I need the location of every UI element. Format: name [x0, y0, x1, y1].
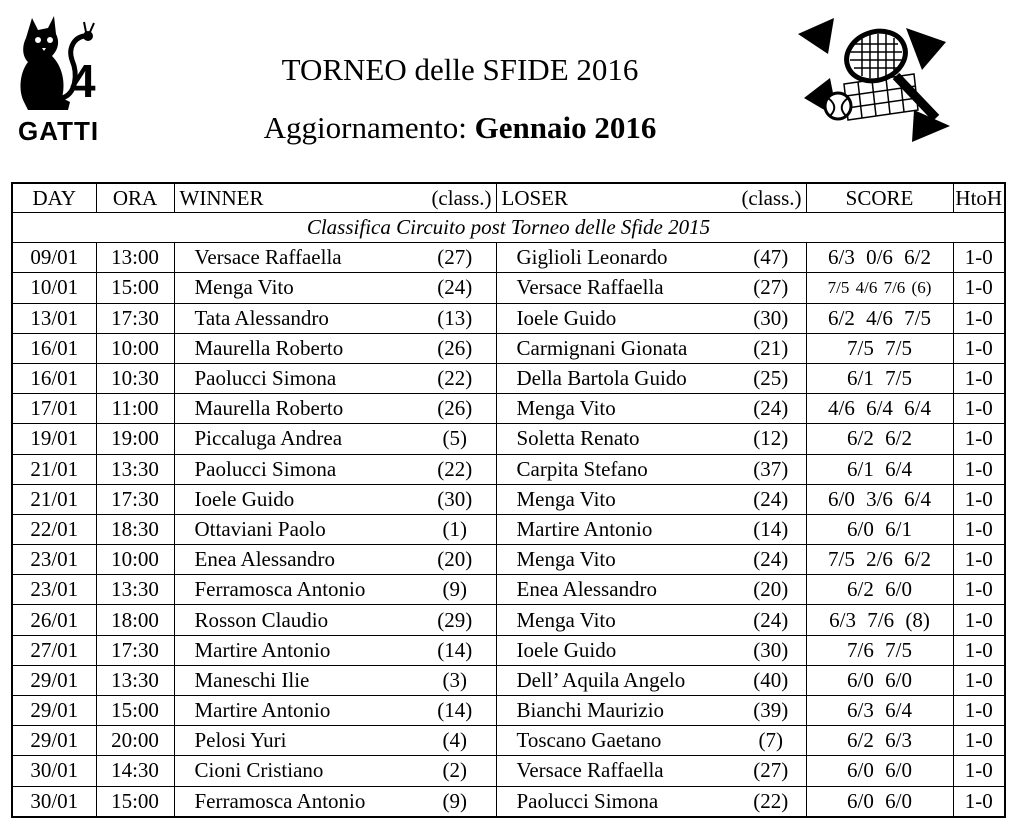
cell-winner-class: (5)	[414, 424, 496, 454]
header-loser: LOSER	[496, 183, 736, 213]
cell-day: 21/01	[12, 484, 96, 514]
cell-day: 16/01	[12, 333, 96, 363]
cell-score: 6/0 6/0	[806, 665, 953, 695]
cell-winner-class: (27)	[414, 243, 496, 273]
cell-winner: Tata Alessandro	[174, 303, 414, 333]
cell-winner: Ottaviani Paolo	[174, 514, 414, 544]
table-row	[12, 756, 1005, 786]
cell-htoh: 1-0	[953, 756, 1005, 786]
cell-loser-class: (24)	[736, 605, 806, 635]
cell-score: 7/6 7/5	[806, 635, 953, 665]
cell-winner: Martire Antonio	[174, 635, 414, 665]
cell-htoh: 1-0	[953, 786, 1005, 817]
table-row	[12, 575, 1005, 605]
cell-score: 6/2 4/6 7/5	[806, 303, 953, 333]
cell-day: 29/01	[12, 696, 96, 726]
page-header	[0, 0, 1011, 182]
cell-loser-class: (14)	[736, 514, 806, 544]
cell-htoh: 1-0	[953, 696, 1005, 726]
cell-score: 4/6 6/4 6/4	[806, 394, 953, 424]
table-row	[12, 514, 1005, 544]
cell-score: 6/2 6/0	[806, 575, 953, 605]
cell-htoh: 1-0	[953, 484, 1005, 514]
header-score: SCORE	[806, 183, 953, 213]
cell-loser: Giglioli Leonardo	[496, 243, 736, 273]
table-row	[12, 303, 1005, 333]
cell-winner-class: (24)	[414, 273, 496, 303]
cell-htoh: 1-0	[953, 454, 1005, 484]
cell-day: 21/01	[12, 454, 96, 484]
cell-score: 6/0 6/1	[806, 514, 953, 544]
cell-htoh: 1-0	[953, 394, 1005, 424]
table-row	[12, 635, 1005, 665]
table-row	[12, 424, 1005, 454]
cell-day: 23/01	[12, 545, 96, 575]
cell-htoh: 1-0	[953, 726, 1005, 756]
cell-ora: 20:00	[96, 726, 174, 756]
cell-loser: Menga Vito	[496, 605, 736, 635]
cell-ora: 13:30	[96, 575, 174, 605]
header-htoh: HtoH	[953, 183, 1005, 213]
cell-winner-class: (22)	[414, 363, 496, 393]
note-row	[12, 213, 1005, 243]
cell-loser-class: (25)	[736, 363, 806, 393]
cell-winner-class: (9)	[414, 786, 496, 817]
cell-ora: 14:30	[96, 756, 174, 786]
cell-loser: Versace Raffaella	[496, 273, 736, 303]
cell-ora: 17:30	[96, 635, 174, 665]
cell-ora: 10:30	[96, 363, 174, 393]
update-label: Aggiornamento:	[263, 110, 467, 145]
header-ora: ORA	[96, 183, 174, 213]
cell-day: 09/01	[12, 243, 96, 273]
cell-day: 22/01	[12, 514, 96, 544]
update-line	[0, 108, 920, 148]
cell-winner: Ferramosca Antonio	[174, 575, 414, 605]
cell-score: 6/1 6/4	[806, 454, 953, 484]
cell-score: 6/2 6/3	[806, 726, 953, 756]
cell-winner: Maneschi Ilie	[174, 665, 414, 695]
cell-winner: Martire Antonio	[174, 696, 414, 726]
cell-loser: Bianchi Maurizio	[496, 696, 736, 726]
cell-loser-class: (12)	[736, 424, 806, 454]
cell-winner: Versace Raffaella	[174, 243, 414, 273]
cell-htoh: 1-0	[953, 303, 1005, 333]
cell-day: 10/01	[12, 273, 96, 303]
cell-loser-class: (27)	[736, 273, 806, 303]
cell-winner-class: (14)	[414, 635, 496, 665]
cell-ora: 17:30	[96, 484, 174, 514]
tennis-racket-icon	[794, 14, 954, 146]
cell-score: 7/5 7/5	[806, 333, 953, 363]
cell-winner-class: (29)	[414, 605, 496, 635]
cell-loser: Ioele Guido	[496, 303, 736, 333]
cell-winner: Enea Alessandro	[174, 545, 414, 575]
cell-winner-class: (9)	[414, 575, 496, 605]
table-row	[12, 454, 1005, 484]
cell-winner: Piccaluga Andrea	[174, 424, 414, 454]
cell-ora: 15:00	[96, 786, 174, 817]
header-loser-class: (class.)	[736, 183, 806, 213]
cell-ora: 10:00	[96, 333, 174, 363]
cell-loser: Martire Antonio	[496, 514, 736, 544]
cell-htoh: 1-0	[953, 665, 1005, 695]
logo-number: 4	[70, 55, 96, 107]
logo-text: GATTI	[18, 116, 100, 146]
cell-ora: 13:00	[96, 243, 174, 273]
cell-loser-class: (37)	[736, 454, 806, 484]
cell-day: 29/01	[12, 665, 96, 695]
cell-loser-class: (40)	[736, 665, 806, 695]
table-row	[12, 786, 1005, 817]
cell-score: 6/0 6/0	[806, 786, 953, 817]
cell-winner-class: (4)	[414, 726, 496, 756]
cell-loser: Dell’ Aquila Angelo	[496, 665, 736, 695]
cell-htoh: 1-0	[953, 273, 1005, 303]
cell-ora: 19:00	[96, 424, 174, 454]
cell-loser-class: (30)	[736, 635, 806, 665]
cell-day: 17/01	[12, 394, 96, 424]
cell-day: 19/01	[12, 424, 96, 454]
cell-loser: Menga Vito	[496, 545, 736, 575]
table-row	[12, 605, 1005, 635]
cell-winner: Pelosi Yuri	[174, 726, 414, 756]
table-row	[12, 484, 1005, 514]
table-row	[12, 363, 1005, 393]
cell-loser: Della Bartola Guido	[496, 363, 736, 393]
cell-loser: Menga Vito	[496, 484, 736, 514]
cell-winner: Rosson Claudio	[174, 605, 414, 635]
cell-ora: 15:00	[96, 696, 174, 726]
cell-day: 30/01	[12, 786, 96, 817]
table-row	[12, 243, 1005, 273]
cell-score: 6/3 7/6 (8)	[806, 605, 953, 635]
cell-winner-class: (26)	[414, 333, 496, 363]
cell-loser: Ioele Guido	[496, 635, 736, 665]
cell-day: 27/01	[12, 635, 96, 665]
cell-winner: Ioele Guido	[174, 484, 414, 514]
cell-winner: Paolucci Simona	[174, 363, 414, 393]
cell-loser-class: (21)	[736, 333, 806, 363]
table-row	[12, 545, 1005, 575]
cell-winner: Cioni Cristiano	[174, 756, 414, 786]
cell-htoh: 1-0	[953, 605, 1005, 635]
cell-winner: Maurella Roberto	[174, 394, 414, 424]
cell-day: 16/01	[12, 363, 96, 393]
cell-ora: 10:00	[96, 545, 174, 575]
cell-winner: Maurella Roberto	[174, 333, 414, 363]
cell-winner: Paolucci Simona	[174, 454, 414, 484]
cell-score: 6/1 7/5	[806, 363, 953, 393]
cell-winner-class: (14)	[414, 696, 496, 726]
cell-loser-class: (20)	[736, 575, 806, 605]
cell-score: 6/3 0/6 6/2	[806, 243, 953, 273]
table-row	[12, 726, 1005, 756]
page-title: TORNEO delle SFIDE 2016	[281, 52, 639, 87]
cell-loser-class: (47)	[736, 243, 806, 273]
cell-loser-class: (7)	[736, 726, 806, 756]
cell-winner: Ferramosca Antonio	[174, 786, 414, 817]
cell-ora: 18:00	[96, 605, 174, 635]
cell-loser: Soletta Renato	[496, 424, 736, 454]
cell-winner-class: (2)	[414, 756, 496, 786]
cell-day: 13/01	[12, 303, 96, 333]
cell-loser: Carmignani Gionata	[496, 333, 736, 363]
cell-loser-class: (22)	[736, 786, 806, 817]
cell-loser-class: (30)	[736, 303, 806, 333]
cell-loser-class: (27)	[736, 756, 806, 786]
cell-winner-class: (26)	[414, 394, 496, 424]
cell-htoh: 1-0	[953, 243, 1005, 273]
cell-htoh: 1-0	[953, 363, 1005, 393]
cell-score: 7/5 4/6 7/6 (6)	[806, 273, 953, 303]
cell-loser-class: (24)	[736, 394, 806, 424]
cell-ora: 13:30	[96, 665, 174, 695]
table-row	[12, 394, 1005, 424]
cell-winner-class: (20)	[414, 545, 496, 575]
cell-loser-class: (24)	[736, 484, 806, 514]
header-winner-class: (class.)	[414, 183, 496, 213]
cell-score: 6/3 6/4	[806, 696, 953, 726]
cell-winner-class: (30)	[414, 484, 496, 514]
cell-htoh: 1-0	[953, 635, 1005, 665]
cell-winner-class: (3)	[414, 665, 496, 695]
cell-winner-class: (22)	[414, 454, 496, 484]
cell-day: 29/01	[12, 726, 96, 756]
cell-day: 30/01	[12, 756, 96, 786]
cell-htoh: 1-0	[953, 333, 1005, 363]
cell-score: 6/0 3/6 6/4	[806, 484, 953, 514]
update-month: Gennaio 2016	[474, 110, 657, 145]
cell-htoh: 1-0	[953, 424, 1005, 454]
cell-score: 6/0 6/0	[806, 756, 953, 786]
cell-loser: Versace Raffaella	[496, 756, 736, 786]
cell-score: 7/5 2/6 6/2	[806, 545, 953, 575]
cell-ora: 18:30	[96, 514, 174, 544]
cell-winner-class: (1)	[414, 514, 496, 544]
tennis-logo	[794, 14, 954, 146]
cell-loser: Menga Vito	[496, 394, 736, 424]
cell-ora: 13:30	[96, 454, 174, 484]
cell-loser-class: (39)	[736, 696, 806, 726]
cell-htoh: 1-0	[953, 545, 1005, 575]
cell-day: 26/01	[12, 605, 96, 635]
cell-ora: 17:30	[96, 303, 174, 333]
table-header-row	[12, 183, 1005, 213]
table-row	[12, 333, 1005, 363]
cell-loser: Paolucci Simona	[496, 786, 736, 817]
table-row	[12, 696, 1005, 726]
cell-loser: Toscano Gaetano	[496, 726, 736, 756]
results-table	[11, 182, 1006, 818]
table-row	[12, 665, 1005, 695]
cell-htoh: 1-0	[953, 514, 1005, 544]
cell-loser: Enea Alessandro	[496, 575, 736, 605]
cell-score: 6/2 6/2	[806, 424, 953, 454]
table-row	[12, 273, 1005, 303]
cell-winner-class: (13)	[414, 303, 496, 333]
cell-ora: 15:00	[96, 273, 174, 303]
cell-htoh: 1-0	[953, 575, 1005, 605]
ranking-note: Classifica Circuito post Torneo delle Sfide 2015	[12, 213, 1005, 243]
header-winner: WINNER	[174, 183, 414, 213]
cell-loser: Carpita Stefano	[496, 454, 736, 484]
header-day: DAY	[12, 183, 96, 213]
cell-ora: 11:00	[96, 394, 174, 424]
cell-day: 23/01	[12, 575, 96, 605]
cell-winner: Menga Vito	[174, 273, 414, 303]
cell-loser-class: (24)	[736, 545, 806, 575]
